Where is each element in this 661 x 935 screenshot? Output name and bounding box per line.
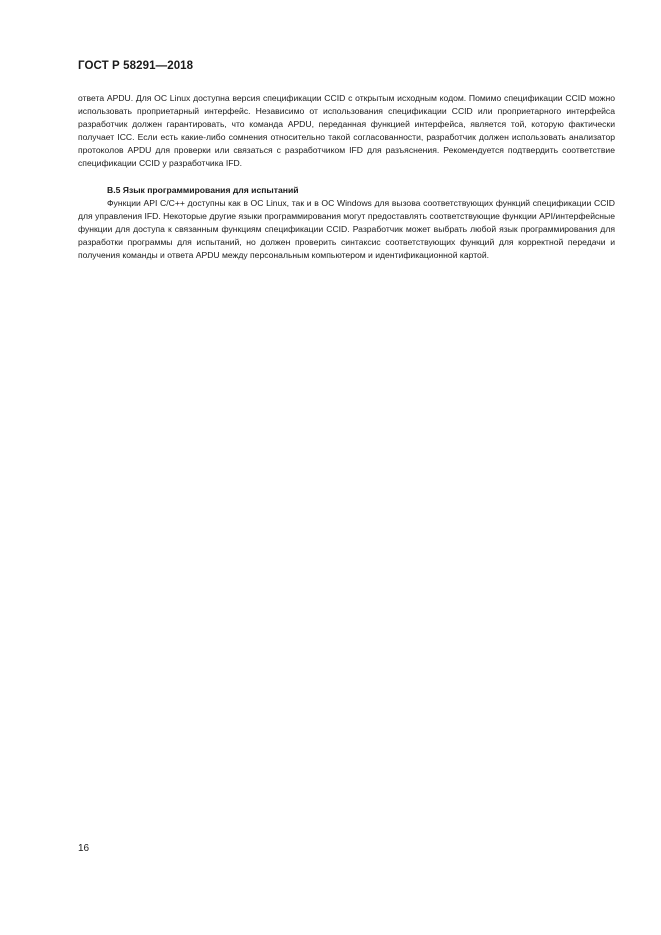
paragraph-continued: ответа APDU. Для ОС Linux доступна версия спецификации CCID с открытым исходным кодом. Помимо спецификации CCID можно использовать проприетарный интерфейс. Независимо от использования спецификации CCID или проприетарного интерфейса разработчик должен гарантировать, что команда APDU, переданная функцией интерфейса, является той, которую фактически получает ICC. Если есть какие-либо сомнения относительно такой согласованности, разработчик должен использовать анализатор протоколов APDU для проверки или связаться с разработчиком IFD для разъяснения. Рекомендуется подтвердить соответствие спецификации CCID у разработчика IFD.: [78, 93, 615, 168]
document-header-standard-id: ГОСТ Р 58291—2018: [78, 60, 194, 72]
page-number: 16: [78, 843, 90, 854]
section-paragraph: Функции API C/C++ доступны как в ОС Linux, так и в ОС Windows для вызова соответствующих функций спецификации CCID для управления IFD. Некоторые другие языки программирования могут предоставлять соответствующие функции API/интерфейсные функции для доступа к связанным функциям спецификации CCID. Разработчик может выбрать любой язык программирования для разработки программы для испытаний, но должен проверить синтаксис соответствующих функций для корректной передачи и получения команды и ответа APDU между персональным компьютером и идентификационной картой.: [78, 198, 615, 260]
section-heading-b5: В.5 Язык программирования для испытаний: [107, 185, 299, 195]
